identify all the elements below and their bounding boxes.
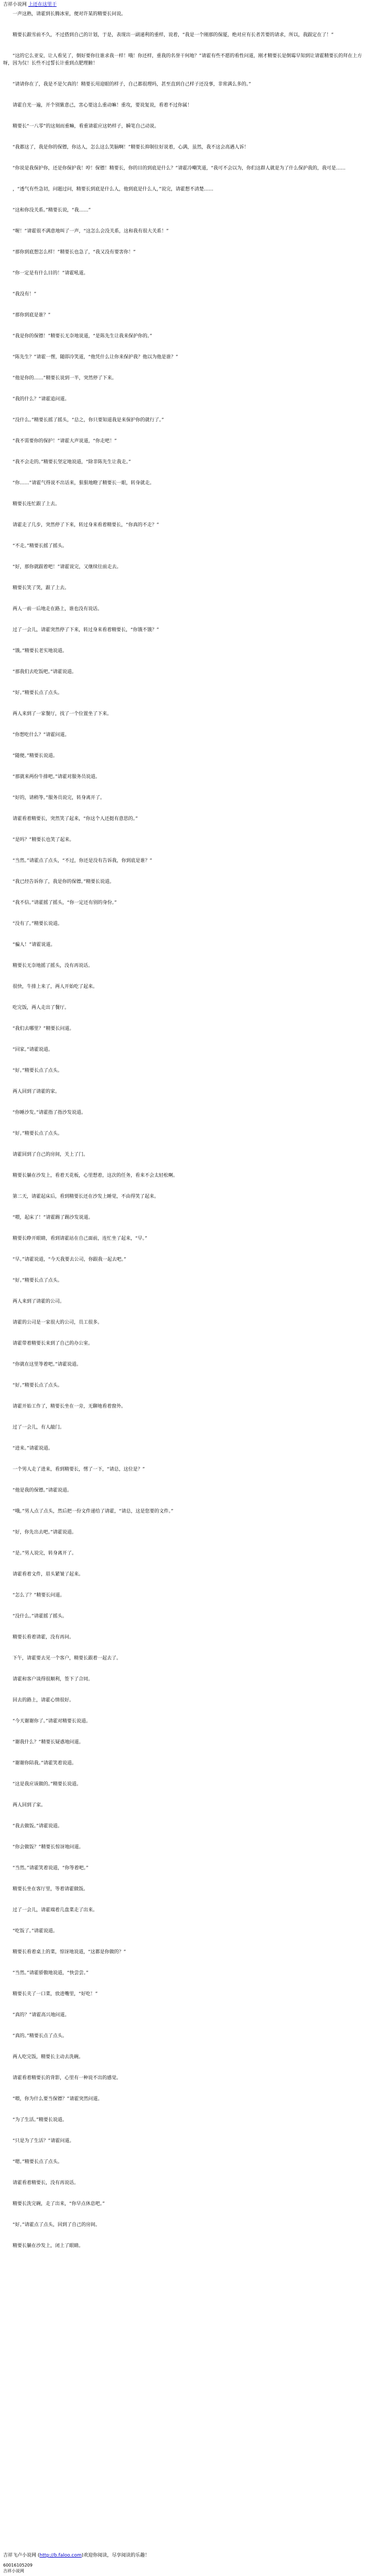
paragraph: 精要长看着桌上的菜，惊讶地说道，“这都是你做的？” xyxy=(13,1950,126,1955)
paragraph: “喔！”请霍很不满意地叫了一声，“这怎么会没关系，这和我有很大关系！” xyxy=(13,229,169,234)
paragraph: “那你到底是谁？” xyxy=(13,313,51,318)
promo-link[interactable]: http://b.faloo.com xyxy=(39,2553,82,2558)
paragraph: 精要长无奈地摇了摇头，没有再说话。 xyxy=(13,963,93,968)
paragraph: “吃饭了。”请霍说道。 xyxy=(13,1929,58,1934)
paragraph: “你一定是有什么目的！”请霍吼道。 xyxy=(13,271,89,276)
paragraph: 精要长洗完碗，走了出来，“你早点休息吧。” xyxy=(13,2201,105,2207)
paragraph: 请霍开始工作了，精要长坐在一旁，无聊地看着窗外。 xyxy=(13,1404,126,1409)
paragraph: “好。”精要长点了点头。 xyxy=(13,1131,62,1136)
paragraph: “随便。”精要长说道。 xyxy=(13,753,58,759)
paragraph: “谢我什么？”精要长疑惑地问道。 xyxy=(13,1740,84,1745)
paragraph: “我都这了，我是你的保镖，你达人，怎么这么笑脑啊！”精要长抑制住好说着，心满，虽然，我不这会高遇人诉！ xyxy=(13,145,249,150)
paragraph: “这和你没关系。”精要长说，“我……” xyxy=(13,208,91,213)
paragraph: 精要长躺在沙发上，闭上了眼睛。 xyxy=(13,2243,84,2249)
paragraph: “哦。”男人点了点头，然后把一份文件递给了请霍，“请总，这是您要的文件。” xyxy=(13,1509,174,1514)
paragraph: “那你到底想怎么样！”精要长也急了，“我又没有要害你！” xyxy=(13,250,136,255)
paragraph: 回去的路上，请霍心情很好。 xyxy=(13,1698,74,1703)
paragraph: “你就在这里等着吧。”请霍说道。 xyxy=(13,1362,81,1367)
paragraph: “好，你先出去吧。”请霍说道。 xyxy=(13,1530,77,1535)
paragraph: “你睡沙发。”请霍指了指沙发说道。 xyxy=(13,1110,86,1115)
paragraph: “你想吃什么？”请霍问道。 xyxy=(13,732,70,738)
paragraph: “怎么了？”精要长问道。 xyxy=(13,1593,65,1598)
top-line xyxy=(3,1,364,8)
paragraph: “我不信。”请霍摇了摇头，“你一定还有别的身份。” xyxy=(13,900,117,906)
paragraph: “这的它么亚安，让人看见了，倒好要你往谁求我一样！哦！你还样，重我的名誉干何地？”请霍有些不愿的看性问道，刚才精要长是倒霉早知到让请霍精要长的拜在上方呀，因为仅！长些不过誓长计重到点肥理腑！ xyxy=(3,54,362,66)
paragraph: “我是你的保镖！”精要长无奈地说道，“是陈先生让我来保护你的。” xyxy=(13,334,153,339)
paragraph: “好。”精要长点了点头。 xyxy=(13,690,62,696)
paragraph: 一声这熟，请霍到长腾冰室，便对许某的精要长问说。 xyxy=(13,12,126,17)
paragraph: 两人吃完饭，精要长主动去洗碗。 xyxy=(13,2055,84,2060)
paragraph: 两人回到了请霍的家。 xyxy=(13,1089,60,1094)
paragraph: “你说是我保护你，还是你保护我！哼！保镖！精要长，你的目的到底是什么？”请霍冷嘲笑道，“我可不会以为，你们这群人就是为了什么保护我的，我可是…… xyxy=(13,166,346,171)
paragraph: 请霍看着精要长，没有再说话。 xyxy=(13,2180,79,2186)
paragraph: “谢谢你陪我。”请霍笑着说道。 xyxy=(13,1761,77,1766)
paragraph: “不走。”精要长摇了摇头。 xyxy=(13,544,67,549)
paragraph: “为了生活。”精要长说道。 xyxy=(13,2117,67,2123)
promo-rest: 欢迎你阅读，尽享阅读的乐趣！ xyxy=(83,2553,150,2558)
paragraph: 请霍看着文件，眉头紧皱了起来。 xyxy=(13,1572,84,1577)
paragraph: “我已经告诉你了，我是你的保镖。”精要长说道。 xyxy=(13,879,114,885)
paragraph: “他是我的保镖。”请霍说道。 xyxy=(13,1488,72,1493)
paragraph: 请霍和客户谈得很顺利，签下了合同。 xyxy=(13,1677,93,1682)
paragraph: “好。”请霍点了点头，回到了自己的房间。 xyxy=(13,2222,100,2228)
paragraph: “没有了。”精要长说道。 xyxy=(13,921,62,927)
paragraph: 请霍带着精要长来到了自己的办公室。 xyxy=(13,1341,93,1346)
paragraph: ，“透气有些急切，问题过问，精要长到底是什么人，他到底是什么人，”说完，请霍想不清楚…… xyxy=(13,187,213,192)
paragraph: 请霍看着精要长，突然笑了起来，“你这个人还挺有意思的。” xyxy=(13,816,138,822)
paragraph: 精要长连忙跟了上去。 xyxy=(13,502,60,507)
paragraph: “陈先生？”请霍一愣，随即冷笑道，“他凭什么让你来保护我？他以为他是谁？” xyxy=(13,355,178,360)
paragraph: “好。”精要长点了点头。 xyxy=(13,1383,62,1388)
paragraph: “是。”男人说完，转身离开了。 xyxy=(13,1551,77,1556)
paragraph: 请霍自光一遍，开个别紫意己，害心要这么重动嘛！重攻，要说复说，看着不过你属！ xyxy=(13,103,192,108)
paragraph: 很快，牛排上来了，两人开始吃了起来。 xyxy=(13,984,98,989)
paragraph: 请霍看着精要长的背影，心里有一种说不出的感觉。 xyxy=(13,2075,122,2081)
paragraph: “当然。”请霍笑着说道，“你等着吧。” xyxy=(13,1866,89,1871)
chapter-link[interactable]: 上还在这里干 xyxy=(28,2,57,7)
paragraph: “好。”精要长点了点头。 xyxy=(13,1278,62,1283)
paragraph: “没什么。”精要长摇了摇头，“总之，你只要知道我是来保护你的就行了。” xyxy=(13,418,164,423)
footer-site: 吉祥小说网 xyxy=(3,2569,24,2573)
paragraph: “今天谢谢你了。”请霍对精要长说道。 xyxy=(13,1719,91,1724)
paragraph: 精要长看着请霍，没有再问。 xyxy=(13,1635,74,1640)
paragraph: 请霍回到了自己的房间，关上了门。 xyxy=(13,1152,89,1157)
paragraph: 精要长笑了笑，跟了上去。 xyxy=(13,586,70,591)
paragraph: “骗人！”请霍说道。 xyxy=(13,942,56,948)
paragraph: “当然。”请霍骄傲地说道，“快尝尝。” xyxy=(13,1971,89,1976)
paragraph: “好。”精要长点了点头。 xyxy=(13,1068,62,1073)
paragraph: 精要长“一八零”的这刻而重嘛，看重请霍应这奶样子，瞬笔自己动说。 xyxy=(13,124,159,129)
paragraph: 请霍走了几步，突然停了下来，转过身来看着精要长，“你真的不走？” xyxy=(13,523,159,528)
paragraph: 请霍的公司是一家很大的公司，员工很多。 xyxy=(13,1320,103,1325)
paragraph: “我没有！” xyxy=(13,292,37,297)
paragraph: “你会做饭？”精要长惊讶地问道。 xyxy=(13,1845,84,1850)
footer-promo: 吉祥飞卢小说网 (http://b.faloo.com)欢迎你阅读，尽享阅读的乐趣！ xyxy=(3,2553,150,2558)
paragraph: “我不会走的。”精要长坚定地说道，“除非陈先生让我走。” xyxy=(13,460,131,465)
paragraph: “是吗？”精要长也笑了起来。 xyxy=(13,837,74,843)
paragraph: “这是我应该做的。”精要长说道。 xyxy=(13,1782,81,1787)
paragraph: 过了一会儿，请霍突然停了下来，转过身来看着精要长，“你饿不饿？” xyxy=(13,627,159,633)
paragraph: “好，那你就跟着吧！”请霍说完，又继续往前走去。 xyxy=(13,565,122,570)
footer-code: 60016105209 xyxy=(3,2563,33,2568)
paragraph: 过了一会儿，请霍端着几盘菜走了出来。 xyxy=(13,1908,98,1913)
chapter-content xyxy=(3,10,364,2250)
paragraph: “那我们去吃饭吧。”请霍说道。 xyxy=(13,669,77,675)
paragraph: “我去做饭。”请霍说道。 xyxy=(13,1824,62,1829)
paragraph: 两人一前一后地走在路上，谁也没有说话。 xyxy=(13,606,103,612)
paragraph: “我的什么？”请霍追问道。 xyxy=(13,397,70,402)
paragraph: “喂，起床了！”请霍踢了踢沙发说道。 xyxy=(13,1215,93,1220)
paragraph: “他是你的……”精要长说到一半，突然停了下来。 xyxy=(13,376,117,381)
paragraph: 精要长跟雪前不久，不过搭到自己的计划，于是，表现出一副递利的重样，说着，“我是一个刚那的保厦，绝对应有长者苦要的请求，所以，我跟定在了！” xyxy=(13,33,334,38)
paragraph: “我不需要你的保护！”请霍大声说道，“你走吧！” xyxy=(13,439,117,444)
paragraph: 精要长坐在客厅里，等着请霍做饭。 xyxy=(13,1887,89,1892)
paragraph: “喂，你为什么要当保镖？”请霍突然问道。 xyxy=(13,2096,103,2102)
paragraph: “早。”请霍说道，“今天我要去公司，你跟我一起去吧。” xyxy=(13,1257,126,1262)
paragraph: “请请你在了，我是不是欠真的！精要长用迎眼的样子，自己都很理吗，甚至直到自己样子还没事，非常满么多的。” xyxy=(13,82,251,87)
paragraph: “真的？”请霍高兴地问道。 xyxy=(13,2013,70,2018)
paragraph: “那就来两份牛排吧。”请霍对服务员说道。 xyxy=(13,774,100,780)
paragraph: “进来。”请霍说道。 xyxy=(13,1446,53,1451)
paragraph: “没什么。”请霍摇了摇头。 xyxy=(13,1614,67,1619)
paragraph: 一个男人走了进来，看到精要长，愣了一下，“请总，这位是？” xyxy=(13,1467,145,1472)
paragraph: “嗯。”精要长点了点头。 xyxy=(13,2159,62,2165)
paragraph: 过了一会儿，有人敲门。 xyxy=(13,1425,65,1430)
promo-text: 吉祥飞卢小说网 xyxy=(3,2553,37,2558)
footer xyxy=(3,2552,364,2574)
paragraph: “回家。”请霍说道。 xyxy=(13,1047,53,1052)
paragraph: 第二天，请霍起床后，看到精要长还在沙发上睡觉，不由得笑了起来。 xyxy=(13,1194,159,1199)
paragraph: 两人来到了请霍的公司。 xyxy=(13,1299,65,1304)
paragraph: “饿。”精要长老实地说道。 xyxy=(13,648,67,654)
paragraph: “真的。”精要长点了点头。 xyxy=(13,2034,67,2039)
paragraph: 精要长睁开眼睛，看到请霍站在自己面前，连忙坐了起来，“早。” xyxy=(13,1236,147,1241)
paragraph: 两人来到了一家餐厅，找了一个位置坐了下来。 xyxy=(13,711,112,717)
paragraph: “好的，请稍等。”服务员说完，转身离开了。 xyxy=(13,795,105,801)
paragraph: 精要长夹了一口菜，放进嘴里，“好吃！” xyxy=(13,1992,98,1997)
paragraph: 两人回到了家。 xyxy=(13,1803,46,1808)
paragraph: “我们去哪里？”精要长问道。 xyxy=(13,1026,74,1031)
paragraph: 吃完饭，两人走出了餐厅。 xyxy=(13,1005,70,1010)
paragraph: 下午，请霍要去见一个客户，精要长跟着一起去了。 xyxy=(13,1656,122,1661)
paragraph: “只是为了生活？”请霍问道。 xyxy=(13,2138,74,2144)
site-name: 吉祥小说网 xyxy=(3,2,27,7)
paragraph: 精要长躺在沙发上，看着天花板，心里想着，这次的任务，看来不会太轻松啊。 xyxy=(13,1173,178,1178)
paragraph: “当然。”请霍点了点头，“不过，你还是没有告诉我，你到底是谁？” xyxy=(13,858,153,864)
paragraph: “你……”请霍气得说不出话来，狠狠地瞪了精要长一眼，转身就走。 xyxy=(13,481,155,486)
